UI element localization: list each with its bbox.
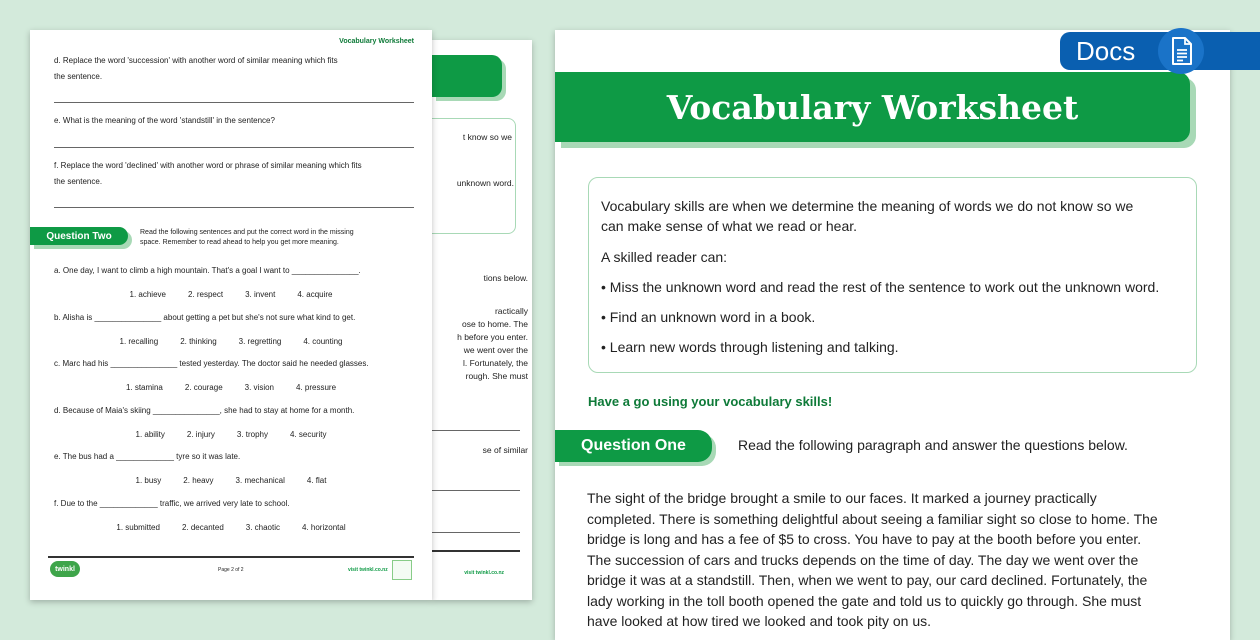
document-icon [1158, 28, 1204, 74]
answer-option[interactable]: 3. mechanical [235, 476, 285, 485]
answer-option[interactable]: 2. respect [187, 290, 224, 299]
answer-option[interactable]: 2. thinking [180, 336, 217, 346]
answer-option[interactable]: 2. injury [186, 429, 215, 439]
bullet: • Miss the unknown word and read the rest of the sentence to work out the unknown word. [601, 279, 1160, 295]
answer-option[interactable]: 1. busy [135, 476, 162, 485]
instructions: space. Remember to read ahead to help you get more meaning. [140, 239, 339, 246]
footer-url: visit twinkl.co.nz [348, 567, 388, 573]
question-text: the sentence. [54, 72, 103, 81]
fragment: tions below. [483, 273, 528, 283]
answer-options [30, 476, 432, 485]
question-text: d. Replace the word 'succession' with another word of similar meaning which fits [54, 56, 338, 65]
question-text: f. Replace the word 'declined' with another word or phrase of similar meaning which fits [54, 161, 362, 170]
answer-option[interactable]: 2. heavy [183, 476, 214, 485]
answer-options [30, 430, 432, 439]
answer-option[interactable]: 2. courage [184, 383, 223, 392]
docs-label: Docs [1076, 36, 1136, 66]
answer-options [30, 383, 432, 392]
worksheet-page-1 [555, 30, 1230, 640]
answer-option[interactable]: 3. chaotic [245, 522, 281, 532]
answer-option[interactable]: 1. recalling [119, 336, 159, 346]
answer-option[interactable]: 3. trophy [236, 429, 269, 439]
answer-option[interactable]: 2. decanted [181, 522, 224, 532]
instructions: Read the following sentences and put the correct word in the missing [140, 229, 354, 236]
paragraph-line: The sight of the bridge brought a smile to our faces. It marked a journey practically [587, 490, 1097, 506]
answer-options [30, 290, 432, 299]
question-one-label: Question One [555, 430, 712, 462]
question-text: e. What is the meaning of the word 'standstill' in the sentence? [54, 116, 275, 125]
answer-option[interactable]: 4. flat [306, 476, 327, 485]
paragraph-line: bridge it was at a standstill. Then, when we went to pay, our card declined. Fortunately, the [587, 572, 1148, 588]
answer-option[interactable]: 3. regretting [238, 336, 282, 346]
answer-option[interactable]: 4. pressure [296, 383, 337, 392]
answer-option[interactable]: 4. acquire [297, 290, 333, 299]
fragment: ractically [494, 306, 528, 316]
answer-option[interactable]: 3. vision [244, 383, 275, 392]
fragment: we went over the [463, 345, 528, 355]
intro-text: Vocabulary skills are when we determine the meaning of words we do not know so we [601, 198, 1134, 214]
title-banner [432, 55, 502, 97]
intro-text: can make sense of what we read or hear. [601, 218, 858, 234]
paragraph-line: lady working in the toll booth opened the gate and told us to quickly go through. She must [587, 592, 1142, 609]
answer-options [30, 337, 432, 346]
twinkl-logo: twinkl [50, 561, 80, 577]
paragraph-line: The succession of cars and trucks depends on the time of day. The day we went over the [587, 551, 1139, 568]
worksheet-page-2 [30, 30, 432, 600]
fragment: l. Fortunately, the [462, 358, 528, 368]
question-text: a. One day, I want to climb a high mountain. That's a goal I want to _______________. [54, 266, 361, 275]
skilled-label: A skilled reader can: [601, 249, 728, 265]
bullet: • Find an unknown word in a book. [601, 309, 816, 325]
instructions: Read the following paragraph and answer the questions below. [738, 437, 1128, 453]
have-a-go: Have a go using your vocabulary skills! [588, 394, 833, 409]
paragraph-line: have looked at how tired we looked and took pity on us. [587, 613, 931, 629]
badge-icon [392, 560, 412, 580]
question-text: f. Due to the _____________ traffic, we arrived very late to school. [54, 498, 290, 508]
page-header: Vocabulary Worksheet [339, 38, 414, 45]
fragment: h before you enter. [457, 332, 528, 342]
answer-option[interactable]: 1. submitted [116, 522, 160, 532]
back-page-edge [432, 40, 532, 600]
fragment: t know so we [462, 132, 512, 142]
answer-option[interactable]: 4. counting [303, 336, 343, 346]
paragraph-line: bridge is long and has a fee of $5 to cross. You have to pay at the booth before you enter. [587, 531, 1142, 547]
answer-option[interactable]: 3. invent [245, 290, 276, 299]
question-text: c. Marc had his _______________ tested yesterday. The doctor said he needed glasses. [54, 359, 369, 368]
question-text: e. The bus had a _____________ tyre so it was late. [54, 452, 241, 461]
question-text: d. Because of Maia's skiing _______________, she had to stay at home for a month. [54, 405, 355, 415]
answer-option[interactable]: 1. stamina [125, 383, 163, 392]
question-two-label: Question Two [30, 227, 128, 245]
fragment: unknown word. [456, 178, 514, 188]
fragment: se of similar [482, 445, 528, 455]
answer-option[interactable]: 4. security [290, 429, 327, 439]
page-number: Page 2 of 2 [218, 567, 244, 573]
answer-option[interactable]: 1. ability [135, 429, 165, 439]
page-title: Vocabulary Worksheet [555, 72, 1190, 142]
answer-option[interactable]: 1. achieve [129, 290, 166, 299]
paragraph-line: completed. There is something delightful about seeing a familiar sight so close to home. The [587, 510, 1158, 527]
question-text: b. Alisha is _______________ about getting a pet but she's not sure what kind to get. [54, 312, 356, 322]
fragment: rough. She must [465, 371, 528, 381]
bullet: • Learn new words through listening and talking. [601, 339, 899, 355]
answer-option[interactable]: 4. horizontal [302, 522, 346, 532]
footer-url: visit twinkl.co.nz [464, 570, 504, 576]
fragment: ose to home. The [462, 319, 528, 329]
question-text: the sentence. [54, 177, 103, 186]
answer-options [30, 523, 432, 532]
